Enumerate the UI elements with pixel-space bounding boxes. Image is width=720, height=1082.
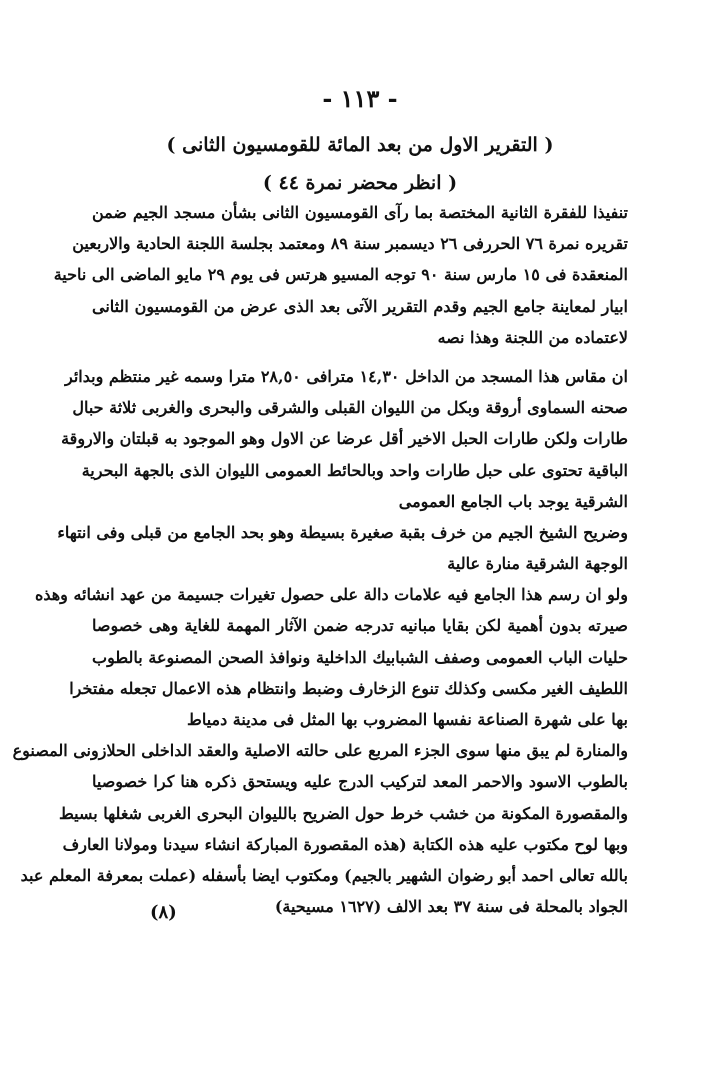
- text-line: تنفيذا للفقرة الثانية المختصة بما رآى القومسيون الثانى بشأن مسجد الجيم ضمن: [92, 203, 628, 222]
- paragraph: [12, 735, 628, 797]
- text-line: والمقصورة المكونة من خشب خرط حول الضريح بالليوان البحرى الغربى شغلها بسيط: [58, 803, 628, 823]
- text-line: الشرقية يوجد باب الجامع العمومى: [398, 491, 628, 511]
- text-line: وبها لوح مكتوب عليه هذه الكتابة (هذه المقصورة المباركة انشاء سيدنا ومولانا العارف: [62, 834, 628, 854]
- paragraph: [53, 197, 628, 353]
- text-line: ولو ان رسم هذا الجامع فيه علامات دالة على حصول تغيرات جسيمة من عهد انشائه وهذه: [34, 585, 628, 605]
- text-line: الباقية تحتوى على حبل طارات واحد وبالحائط العمومى الليوان الذى بالجهة البحرية: [81, 460, 628, 480]
- text-line: صيرته بدون أهمية لكن بقايا مبانيه تدرجه ضمن الآثار المهمة للغاية وهى خصوصا: [92, 616, 628, 636]
- text-line: وضريح الشيخ الجيم من خرف بقبة صغيرة بسيطة وهو بحد الجامع من قبلى وفى انتهاء: [57, 522, 628, 542]
- report-body: [12, 197, 628, 922]
- paragraph: [57, 517, 628, 579]
- text-line: ان مقاس هذا المسجد من الداخل ١٤,٣٠ مترافى ٢٨,٥٠ مترا وسمه غير منتظم وبدائر: [65, 366, 628, 386]
- text-line: بالطوب الاسود والاحمر المعد لتركيب الدرج عليه ويستحق ذكره هنا كرا خصوصيا: [92, 772, 628, 792]
- text-line: اللطيف الغير مكسى وكذلك تنوع الزخارف وضبط وانتظام هذه الاعمال تجعله مفتخرا: [69, 678, 628, 698]
- text-line: بها على شهرة الصناعة نفسها المضروب بها المثل فى مدينة دمياط: [187, 710, 628, 729]
- text-line: الوجهة الشرقية منارة عالية: [447, 554, 628, 574]
- page-number: - ١١٣ -: [322, 84, 398, 113]
- footer-signature-mark: (٨): [150, 902, 177, 923]
- text-line: الجواد بالمحلة فى سنة ٣٧ بعد الالف (١٦٢٧ مسيحية): [274, 897, 628, 917]
- text-line: ابيار لمعاينة جامع الجيم وقدم التقرير الآتى بعد الذى عرض من القومسيون الثانى: [92, 296, 628, 316]
- report-subtitle: ( انظر محضر نمرة ٤٤ ): [262, 172, 458, 194]
- text-line: صحنه السماوى أروقة وبكل من الليوان القبلى والشرقى والبحرى والغربى ثلاثة حبال: [72, 398, 628, 418]
- text-line: بالله تعالى احمد أبو رضوان الشهير بالجيم) ومكتوب ايضا بأسفله (عملت بمعرفة المعلم عبد: [20, 865, 628, 885]
- paragraph: [34, 579, 628, 735]
- text-line: لاعتماده من اللجنة وهذا نصه: [437, 327, 628, 347]
- text-line: والمنارة لم يبق منها سوى الجزء المربع على حالته الاصلية والعقد الداخلى الحلازونى المصنوع: [12, 741, 628, 761]
- text-line: تقريره نمرة ٧٦ الحررفى ٢٦ ديسمبر سنة ٨٩ ومعتمد بجلسة اللجنة الحادية والاربعين: [72, 234, 628, 254]
- text-line: حليات الباب العمومى وصفف الشبابيك الداخلية ونوافذ الصحن المصنوعة بالطوب: [92, 647, 628, 667]
- paragraph: [61, 361, 628, 517]
- report-title: ( التقرير الاول من بعد المائة للقومسيون الثانى ): [166, 134, 554, 156]
- text-line: طارات ولكن طارات الحبل الاخير أقل عرضا عن الاول وهو الموجود به قبلتان والاروقة: [61, 429, 628, 449]
- text-line: المنعقدة فى ١٥ مارس سنة ٩٠ توجه المسيو هرتس فى يوم ٢٩ مايو الماضى الى ناحية: [53, 265, 628, 285]
